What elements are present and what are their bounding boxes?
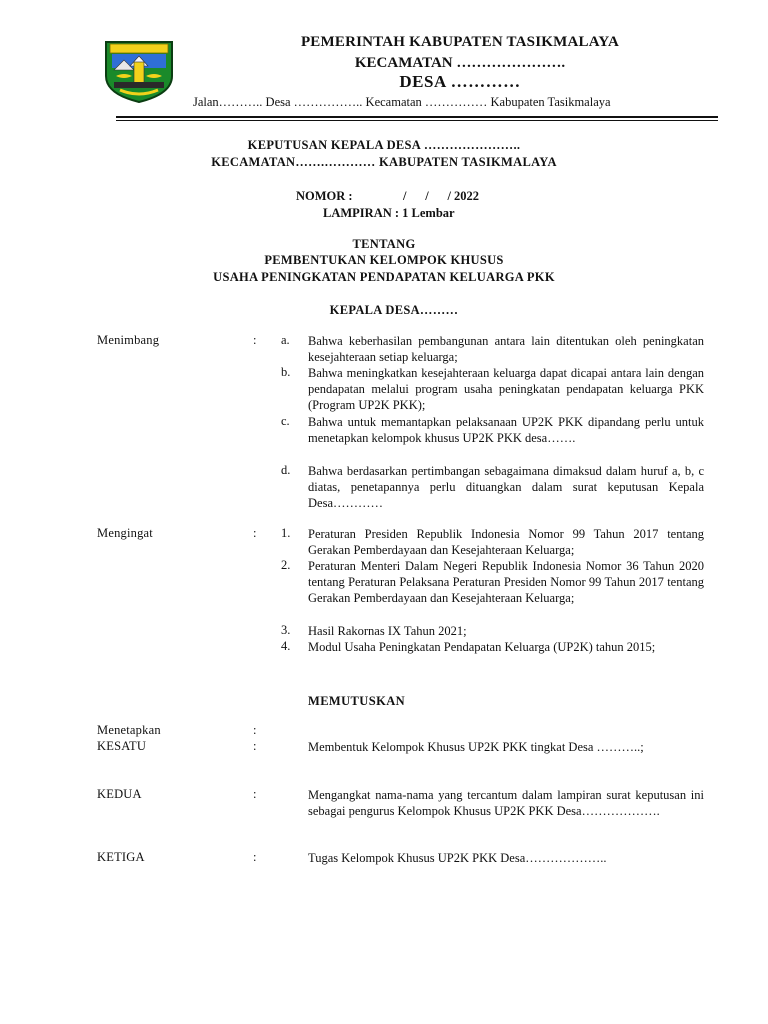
mengingat-item-4: Modul Usaha Peningkatan Pendapatan Keluarga (UP2K) tahun 2015; [308, 640, 656, 654]
menimbang-item-c: Bahwa untuk memantapkan pelaksanaan UP2K PKK dipandang perlu untuk menetapkan kelompok khusus UP2K PKK desa……. [308, 415, 704, 445]
letterhead-divider-thick [116, 116, 718, 118]
menetapkan-label: Menetapkan [97, 723, 161, 737]
kedua-colon: : [253, 787, 257, 801]
menimbang-mark-a: a. [281, 333, 290, 347]
subject-line1: PEMBENTUKAN KELOMPOK KHUSUS [264, 253, 504, 267]
menimbang-label: Menimbang [97, 333, 160, 347]
kedua-text: Mengangkat nama-nama yang tercantum dalam lampiran surat keputusan ini sebagai pengurus Kelompok Khusus UP2K PKK Desa………………. [308, 788, 704, 818]
kabupaten-emblem-logo [100, 36, 178, 104]
menimbang-item-d: Bahwa berdasarkan pertimbangan sebagaimana dimaksud dalam huruf a, b, c diatas, penetapannya perlu dituangkan dalam surat keputusan Kepala Desa………… [308, 464, 704, 510]
subject-line2: USAHA PENINGKATAN PENDAPATAN KELUARGA PKK [213, 270, 555, 284]
menetapkan-colon: : [253, 723, 257, 737]
tentang-heading: TENTANG [352, 237, 416, 251]
decree-title-line2: KECAMATAN…….………… KABUPATEN TASIKMALAYA [211, 155, 557, 169]
kedua-label: KEDUA [97, 787, 142, 801]
mengingat-mark-4: 4. [281, 639, 291, 653]
kesatu-text: Membentuk Kelompok Khusus UP2K PKK tingkat Desa ………..; [308, 740, 644, 754]
mengingat-mark-3: 3. [281, 623, 291, 637]
mengingat-item-3: Hasil Rakornas IX Tahun 2021; [308, 624, 467, 638]
ketiga-label: KETIGA [97, 850, 145, 864]
mengingat-mark-2: 2. [281, 558, 291, 572]
menimbang-mark-c: c. [281, 414, 290, 428]
memutuskan-heading: MEMUTUSKAN [308, 694, 406, 708]
nomor-value: / / / 2022 [403, 189, 480, 203]
letterhead-address: Jalan……….. Desa …………….. Kecamatan …………… Kabupaten Tasikmalaya [193, 95, 611, 109]
decree-title-line1: KEPUTUSAN KEPALA DESA ………………….. [247, 138, 521, 152]
menimbang-mark-b: b. [281, 365, 291, 379]
ketiga-text: Tugas Kelompok Khusus UP2K PKK Desa……………….. [308, 851, 607, 865]
lampiran-label: LAMPIRAN : 1 Lembar [323, 206, 455, 220]
letterhead-divider-thin [116, 120, 718, 121]
mengingat-item-1: Peraturan Presiden Republik Indonesia Nomor 99 Tahun 2017 tentang Gerakan Pemberdayaan dan Kesejahteraan Keluarga; [308, 527, 704, 557]
mengingat-colon: : [253, 526, 257, 540]
mengingat-label: Mengingat [97, 526, 153, 540]
ketiga-colon: : [253, 850, 257, 864]
menimbang-mark-d: d. [281, 463, 291, 477]
kesatu-colon: : [253, 739, 257, 753]
mengingat-mark-1: 1. [281, 526, 291, 540]
menimbang-colon: : [253, 333, 257, 347]
nomor-label: NOMOR : [296, 189, 353, 203]
letterhead-government: PEMERINTAH KABUPATEN TASIKMALAYA [300, 34, 620, 50]
menimbang-item-a: Bahwa keberhasilan pembangunan antara lain ditentukan oleh peningkatan kesejahteraan setiap keluarga; [308, 334, 704, 364]
kesatu-label: KESATU [97, 739, 147, 753]
letterhead-kecamatan: KECAMATAN …………………. [354, 55, 566, 71]
kepala-desa-heading: KEPALA DESA……… [329, 303, 459, 317]
mengingat-item-2: Peraturan Menteri Dalam Negeri Republik Indonesia Nomor 36 Tahun 2020 tentang Peraturan Pelaksana Peraturan Presiden Nomor 99 Tahun 2017 tentang Gerakan Pemberdayaan dan Kesejahteraan Keluarga; [308, 559, 704, 605]
menimbang-item-b: Bahwa meningkatkan kesejahteraan keluarga dapat dicapai antara lain dengan pendapatan melalui program usaha peningkatan pendapatan keluarga PKK (Program UP2K PKK); [308, 366, 704, 412]
letterhead-desa: DESA ………… [399, 72, 521, 91]
